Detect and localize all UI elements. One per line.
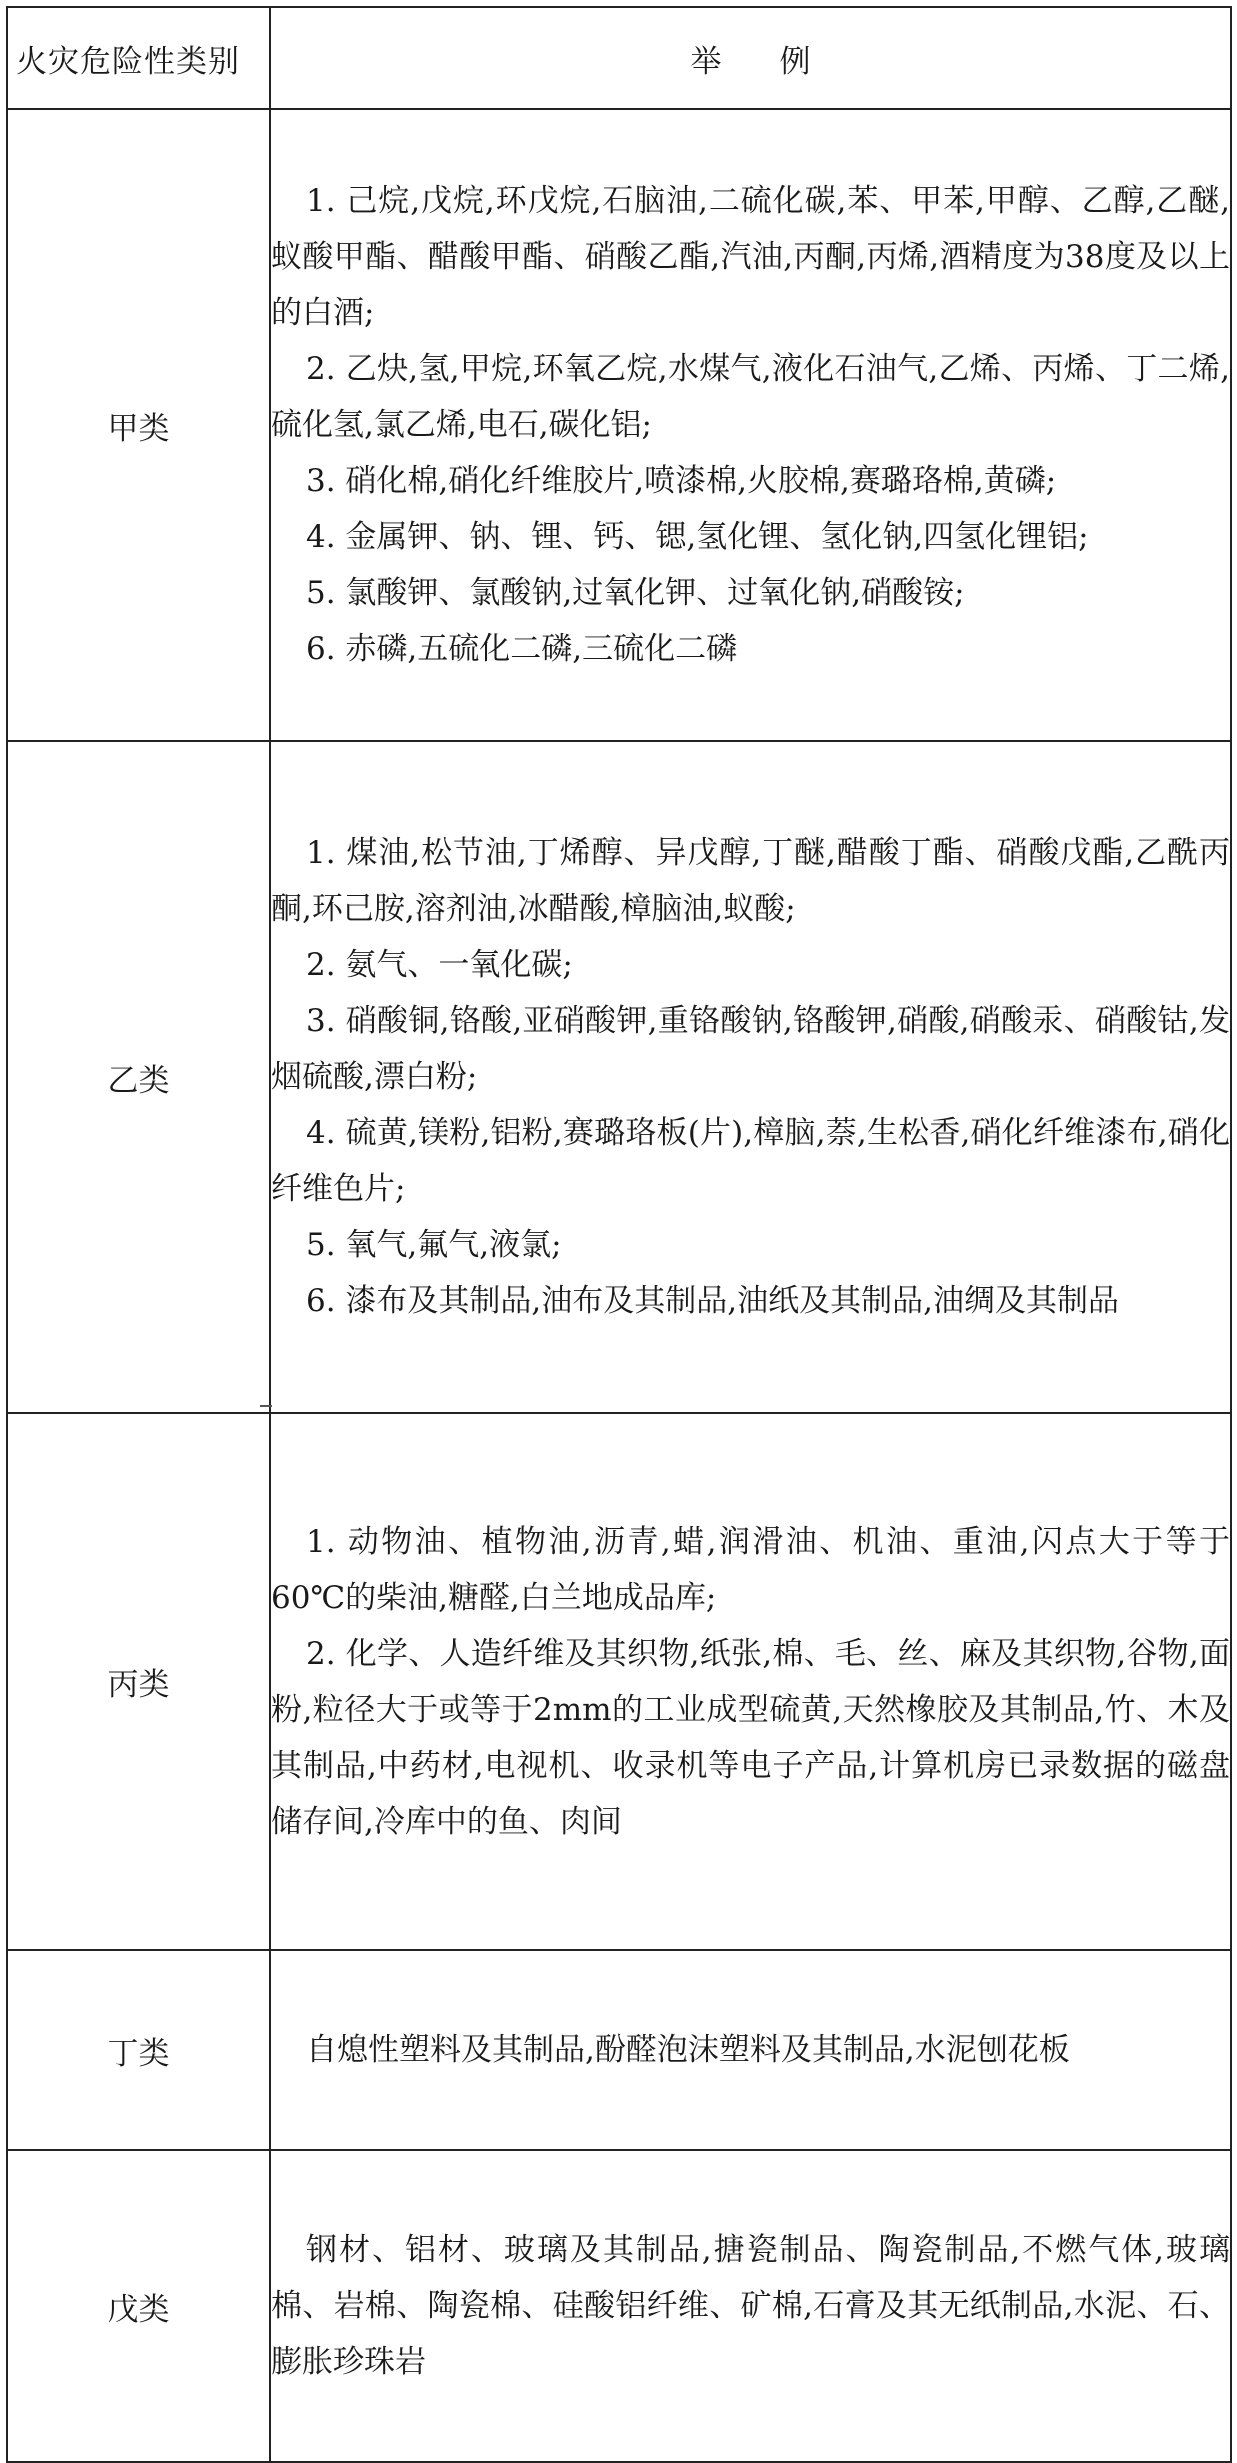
table-row [7,1950,1231,2150]
example-item: 3. 硝化棉,硝化纤维胶片,喷漆棉,火胶棉,赛璐珞棉,黄磷; [306,463,1057,499]
example-item: 1. 煤油,松节油,丁烯醇、异戊醇,丁醚,醋酸丁酯、硝酸戊酯,乙酰丙酮,环己胺,溶剂油,冰醋酸,樟脑油,蚁酸; [271,835,1230,927]
table-row [7,741,1231,1413]
table-row [7,1413,1231,1950]
examples-cell [270,1413,1231,1950]
category-cell: 甲类 [7,109,270,741]
category-cell: 戊类 [7,2150,270,2462]
category-cell: 乙类 [7,741,270,1413]
example-item: 1. 己烷,戊烷,环戊烷,石脑油,二硫化碳,苯、甲苯,甲醇、乙醇,乙醚,蚁酸甲酯、醋酸甲酯、硝酸乙酯,汽油,丙酮,丙烯,酒精度为38度及以上的白酒; [271,183,1230,331]
header-examples [270,7,1231,109]
example-item: 自熄性塑料及其制品,酚醛泡沫塑料及其制品,水泥刨花板 [306,2032,1070,2068]
example-item: 4. 金属钾、钠、锂、钙、锶,氢化锂、氢化钠,四氢化锂铝; [306,519,1089,555]
example-item: 2. 乙炔,氢,甲烷,环氧乙烷,水煤气,液化石油气,乙烯、丙烯、丁二烯,硫化氢,氯乙烯,电石,碳化铝; [271,351,1230,443]
table-row [7,109,1231,741]
example-item: 1. 动物油、植物油,沥青,蜡,润滑油、机油、重油,闪点大于等于60℃的柴油,糖醛,白兰地成品库; [271,1523,1230,1616]
example-item: 5. 氯酸钾、氯酸钠,过氧化钾、过氧化钠,硝酸铵; [306,575,965,611]
divider-mark [260,1405,272,1407]
header-examples-label: 举例 [690,43,869,80]
example-item: 3. 硝酸铜,铬酸,亚硝酸钾,重铬酸钠,铬酸钾,硝酸,硝酸汞、硝酸钴,发烟硫酸,漂白粉; [271,1003,1230,1095]
category-cell: 丙类 [7,1413,270,1950]
example-item: 钢材、铝材、玻璃及其制品,搪瓷制品、陶瓷制品,不燃气体,玻璃棉、岩棉、陶瓷棉、硅酸铝纤维、矿棉,石膏及其无纸制品,水泥、石、膨胀珍珠岩 [271,2232,1230,2380]
header-category: 火灾危险性类别 [7,7,270,109]
example-item: 4. 硫黄,镁粉,铝粉,赛璐珞板(片),樟脑,萘,生松香,硝化纤维漆布,硝化纤维色片; [271,1115,1230,1207]
table-row [7,2150,1231,2462]
fire-hazard-table [6,6,1232,2463]
example-item: 6. 漆布及其制品,油布及其制品,油纸及其制品,油绸及其制品 [306,1283,1119,1319]
examples-cell [270,1950,1231,2150]
example-item: 2. 化学、人造纤维及其织物,纸张,棉、毛、丝、麻及其织物,谷物,面粉,粒径大于或等于2mm的工业成型硫黄,天然橡胶及其制品,竹、木及其制品,中药材,电视机、收录机等电子产品,计算机房已录数据的磁盘储存间,冷库中的鱼、肉间 [271,1635,1230,1840]
example-item: 5. 氧气,氟气,液氯; [306,1227,562,1263]
header-row [7,7,1231,109]
category-cell: 丁类 [7,1950,270,2150]
example-item: 2. 氨气、一氧化碳; [306,947,573,983]
example-item: 6. 赤磷,五硫化二磷,三硫化二磷 [306,631,738,667]
examples-cell [270,741,1231,1413]
examples-cell [270,2150,1231,2462]
examples-cell [270,109,1231,741]
